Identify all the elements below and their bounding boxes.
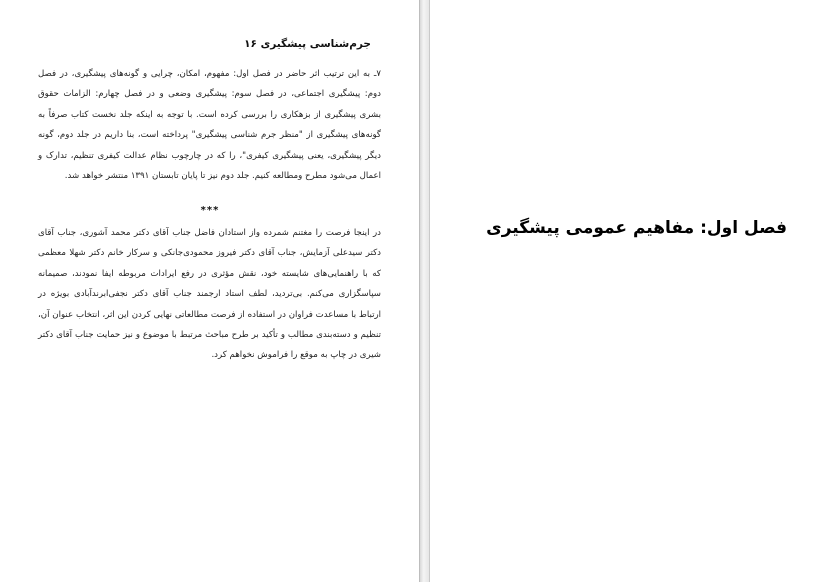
right-page xyxy=(429,0,835,582)
chapter-title: فصل اول: مفاهیم عمومی پیشگیری xyxy=(486,218,787,238)
book-gutter xyxy=(420,0,429,582)
running-head: جرم‌شناسی پیشگیری ۱۶ xyxy=(244,38,371,50)
paragraph-acknowledgements: در اینجا فرصت را مغتنم شمرده واز استادان فاضل جناب آقای دکتر محمد آشوری، جناب آقای دکتر سیدعلی آزمایش، جناب آقای دکتر فیروز محمودی‌جانکی و سرکار خانم دکتر شهلا معظمی که با راهنمایی‌های شایسته خود، نقش مؤثری در رفع ایرادات مربوطه ایفا نمودند، صمیمانه سپاسگزاری می‌کنم. بی‌تردید، لطف استاد ارجمند جناب آقای دکتر نجفی‌ابرندآبادی بویژه در ارتباط با مساعدت فراوان در استفاده از فرصت مطالعاتی نهایی کردن این اثر، انتخاب عنوان آن، تنظیم و دسته‌بندی مطالب و تأکید بر طرح مباحث مرتبط با موضوع و نیز حمایت جناب آقای دکتر شیری در چاپ به موقع را فراموش نخواهم کرد. xyxy=(38,228,381,361)
section-separator: *** xyxy=(200,205,220,216)
paragraph-chapter-overview: ۷ـ به این ترتیب اثر حاضر در فصل اول: مفهوم، امکان، چرایی و گونه‌های پیشگیری، در فصل دوم: پیشگیری اجتماعی، در فصل سوم: پیشگیری وضعی و در فصل چهارم: الزامات حقوق بشری پیشگیری از بزهکاری را بررسی کرده است. با توجه به اینکه جلد نخست کتاب صرفاً به گونه‌های پیشگیری از "منظر جرم شناسی پیشگیری" پرداخته است، بنا داریم در جلد دوم، گونه دیگر پیشگیری، یعنی پیشگیری کیفری"، را که در چارچوب نظام عدالت کیفری تنظیم، تدارک و اعمال می‌شود مطرح ومطالعه کنیم. جلد دوم نیز تا پایان تابستان ۱۳۹۱ منتشر خواهد شد. xyxy=(38,69,381,182)
